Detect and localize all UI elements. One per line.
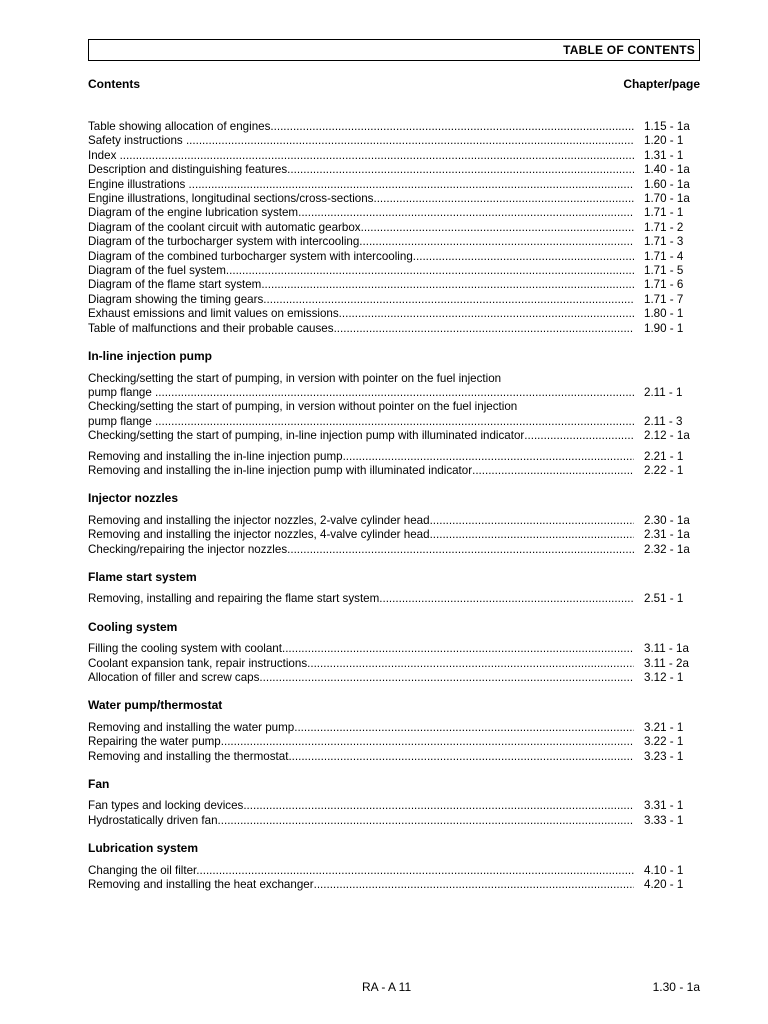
- toc-entry[interactable]: [88, 864, 700, 878]
- toc-entry-line: [88, 642, 700, 656]
- toc-entry[interactable]: [88, 322, 700, 336]
- dot-leader: [334, 322, 634, 336]
- toc-entry-page: 2.31 - 1a: [644, 528, 690, 542]
- toc-entry-title: Removing and installing the heat exchanger: [88, 878, 314, 892]
- dot-leader: [270, 120, 634, 134]
- dot-leader: [379, 592, 634, 606]
- toc-entry[interactable]: [88, 221, 700, 235]
- toc-entry-line: [88, 750, 700, 764]
- toc-entry[interactable]: [88, 264, 700, 278]
- toc-entry-page: 3.11 - 1a: [644, 642, 689, 656]
- dot-leader: [221, 735, 634, 749]
- toc-entry-page: 1.71 - 2: [644, 220, 684, 234]
- dot-leader: [226, 264, 634, 278]
- toc-entry-title: Diagram of the turbocharger system with intercooling: [88, 235, 360, 249]
- toc-entry-page: 2.51 - 1: [644, 592, 684, 606]
- toc-entry[interactable]: [88, 528, 700, 542]
- toc-entry-title: Removing and installing the injector nozzles, 4-valve cylinder head: [88, 528, 430, 542]
- toc-entry-line: [88, 592, 700, 606]
- section-heading: Fan: [88, 777, 110, 792]
- toc-entry[interactable]: [88, 450, 700, 464]
- toc-entry[interactable]: [88, 278, 700, 292]
- toc-entry-line: [88, 464, 700, 478]
- dot-leader: [223, 149, 634, 163]
- toc-entry[interactable]: [88, 464, 700, 478]
- dot-leader: [298, 206, 634, 220]
- toc-entry-title: Engine illustrations, longitudinal sections/cross-sections: [88, 192, 374, 206]
- dot-leader: [219, 386, 634, 400]
- toc-entry-page: 1.71 - 5: [644, 264, 684, 278]
- toc-entry-page: 1.71 - 4: [644, 249, 684, 263]
- toc-entry-title: Removing and installing the injector nozzles, 2-valve cylinder head: [88, 513, 430, 527]
- chapter-page-column-heading: Chapter/page: [623, 77, 700, 91]
- dot-leader: [343, 450, 634, 464]
- dot-leader: [261, 278, 634, 292]
- toc-entry-page: 1.90 - 1: [644, 321, 684, 335]
- toc-entry-title: Table showing allocation of engines: [88, 120, 271, 133]
- toc-entry[interactable]: [88, 192, 700, 206]
- toc-entry-page: 2.22 - 1: [644, 463, 684, 477]
- toc-entry[interactable]: [88, 206, 700, 220]
- toc-entry-line: [88, 163, 700, 177]
- toc-entry-title: Repairing the water pump: [88, 735, 221, 749]
- toc-entry[interactable]: [88, 163, 700, 177]
- toc-entry-title: Changing the oil filter......: [88, 863, 216, 877]
- toc-entry-title: Table of malfunctions and their probable causes: [88, 321, 334, 335]
- toc-entry-line: [88, 134, 700, 148]
- toc-entry-page: 4.20 - 1: [644, 878, 684, 892]
- toc-entry-page: 1.70 - 1a: [644, 192, 690, 206]
- section-heading: Injector nozzles: [88, 491, 179, 506]
- toc-entry-title: Removing and installing the in-line injection pump: [88, 449, 343, 463]
- toc-entry-page: 1.71 - 1: [644, 206, 684, 220]
- toc-entry-page: 3.12 - 1: [644, 671, 684, 684]
- dot-leader: [314, 878, 634, 892]
- toc-entry[interactable]: [88, 721, 700, 735]
- toc-entry-title: Removing and installing the in-line injection pump with illuminated indicator: [88, 463, 473, 477]
- toc-entry-line: [88, 221, 700, 235]
- section-heading: In-line injection pump: [88, 349, 212, 364]
- toc-entry-title: Hydrostatically driven fan: [88, 813, 218, 827]
- toc-entry[interactable]: [88, 250, 700, 264]
- contents-column-heading: Contents: [88, 77, 140, 91]
- toc-entry-line: [88, 799, 700, 813]
- toc-entry[interactable]: [88, 429, 700, 443]
- toc-entry-page: 2.32 - 1a: [644, 542, 690, 556]
- toc-entry-page: 1.15 - 1a: [644, 120, 690, 133]
- toc-entry[interactable]: [88, 134, 700, 148]
- toc-entry-title: Engine illustrations .........: [88, 177, 218, 191]
- toc-entry-line: [88, 514, 700, 528]
- toc-entry-page: 3.21 - 1: [644, 720, 684, 734]
- toc-entry-title: Index ................................: [88, 148, 223, 162]
- toc-entry[interactable]: [88, 149, 700, 163]
- toc-entry[interactable]: [88, 642, 700, 656]
- toc-entry-title: Diagram of the combined turbocharger system with intercooling: [88, 249, 413, 263]
- toc-entry-title: Exhaust emissions and limit values on emissions: [88, 307, 339, 321]
- toc-entry-line: [88, 120, 700, 134]
- toc-entry-page: 3.11 - 2a: [644, 656, 689, 670]
- toc-entry-title: Allocation of filler and screw caps: [88, 671, 260, 684]
- toc-entry-title: Removing and installing the water pump: [88, 720, 295, 734]
- toc-entry-line: [88, 149, 700, 163]
- toc-entry-title: Filling the cooling system with coolant: [88, 642, 282, 656]
- toc-entry-line: [88, 278, 700, 292]
- table-of-contents: [88, 120, 700, 892]
- toc-entry-page: 1.40 - 1a: [644, 163, 690, 177]
- dot-leader: [218, 178, 634, 192]
- toc-entry-title: Checking/setting the start of pumping, in-line injection pump with illuminated indicator: [88, 429, 525, 443]
- dot-leader: [430, 514, 634, 528]
- dot-leader: [524, 429, 634, 443]
- dot-leader: [359, 235, 634, 249]
- toc-entry-title: Checking/repairing the injector nozzles: [88, 542, 288, 556]
- section-heading: Flame start system: [88, 569, 197, 584]
- toc-entry[interactable]: [88, 735, 700, 749]
- toc-entry-line: [88, 250, 700, 264]
- toc-entry-page: 2.11 - 1: [644, 385, 683, 399]
- toc-entry-line: [88, 415, 700, 429]
- toc-entry[interactable]: [88, 657, 700, 671]
- toc-entry-title: Diagram of the fuel system: [88, 264, 226, 278]
- toc-entry-line: [88, 721, 700, 735]
- toc-entry[interactable]: [88, 799, 700, 813]
- dot-leader: [339, 307, 634, 321]
- toc-entry-line: [88, 293, 700, 307]
- dot-leader: [472, 464, 634, 478]
- toc-entry-title: pump flange ....................: [88, 414, 220, 428]
- toc-entry-page: 3.22 - 1: [644, 735, 684, 749]
- toc-entry-title-line: Checking/setting the start of pumping, in version with pointer on the fuel injection: [88, 371, 502, 385]
- toc-entry-page: 1.60 - 1a: [644, 177, 690, 191]
- toc-entry-line: [88, 528, 700, 542]
- toc-entry-title: Diagram of the engine lubrication system: [88, 206, 299, 220]
- dot-leader: [288, 750, 634, 764]
- dot-leader: [287, 543, 634, 557]
- toc-entry-page: 1.20 - 1: [644, 134, 684, 148]
- toc-entry-line: [88, 671, 700, 685]
- dot-leader: [413, 250, 634, 264]
- toc-entry-line: [88, 178, 700, 192]
- toc-entry-line: [88, 450, 700, 464]
- section-heading: Water pump/thermostat: [88, 698, 223, 713]
- toc-entry-line: [88, 543, 700, 557]
- dot-leader: [282, 642, 634, 656]
- toc-entry[interactable]: [88, 400, 700, 429]
- footer-document-code: RA - A 11: [362, 980, 412, 994]
- toc-entry-page: 3.31 - 1: [644, 799, 684, 813]
- toc-entry[interactable]: [88, 592, 700, 606]
- dot-leader: [219, 415, 634, 429]
- toc-entry[interactable]: [88, 543, 700, 557]
- toc-entry-title: Diagram of the flame start system: [88, 278, 262, 292]
- toc-entry-line: [88, 264, 700, 278]
- footer-page-number: 1.30 - 1a: [652, 980, 700, 994]
- dot-leader: [307, 657, 634, 671]
- dot-leader: [218, 134, 634, 148]
- toc-entry-title: Diagram of the coolant circuit with automatic gearbox: [88, 220, 361, 234]
- toc-entry-title: Coolant expansion tank, repair instructions: [88, 656, 308, 670]
- toc-entry-page: 4.10 - 1: [644, 863, 684, 877]
- toc-entry-title: Diagram showing the timing gears: [88, 292, 264, 306]
- toc-entry-page: 3.33 - 1: [644, 813, 684, 827]
- dot-leader: [294, 721, 634, 735]
- toc-entry-line: [88, 192, 700, 206]
- toc-entry[interactable]: [88, 514, 700, 528]
- toc-entry-line: [88, 206, 700, 220]
- toc-entry[interactable]: [88, 671, 700, 685]
- toc-entry-page: 2.21 - 1: [644, 449, 684, 463]
- dot-leader: [243, 799, 634, 813]
- toc-entry-line: [88, 386, 700, 400]
- toc-entry[interactable]: [88, 307, 700, 321]
- toc-entry[interactable]: [88, 235, 700, 249]
- toc-entry-page: 1.71 - 6: [644, 278, 684, 292]
- toc-entry-title: pump flange ....................: [88, 385, 220, 399]
- toc-entry-line: [88, 657, 700, 671]
- toc-entry[interactable]: [88, 293, 700, 307]
- header-box: [88, 39, 700, 61]
- section-heading: Cooling system: [88, 619, 178, 634]
- toc-entry-page: 1.71 - 3: [644, 235, 684, 249]
- toc-entry-title: Description and distinguishing features: [88, 163, 288, 177]
- toc-entry-line: [88, 864, 700, 878]
- dot-leader: [287, 163, 634, 177]
- toc-entry-page: 2.11 - 3: [644, 414, 683, 428]
- page-title: TABLE OF CONTENTS: [563, 43, 695, 57]
- toc-entry[interactable]: [88, 120, 700, 134]
- toc-entry-page: 1.31 - 1: [644, 148, 684, 162]
- toc-entry[interactable]: [88, 814, 700, 828]
- toc-entry-page: 1.80 - 1: [644, 307, 684, 321]
- toc-entry-title: Fan types and locking devices: [88, 799, 244, 813]
- dot-leader: [218, 814, 634, 828]
- toc-entry[interactable]: [88, 178, 700, 192]
- dot-leader: [216, 864, 634, 878]
- section-heading: Lubrication system: [88, 841, 199, 856]
- toc-entry[interactable]: [88, 372, 700, 401]
- toc-entry-line: [88, 307, 700, 321]
- toc-entry[interactable]: [88, 750, 700, 764]
- toc-entry-line: [88, 814, 700, 828]
- toc-entry-line: [88, 878, 700, 892]
- toc-entry-line: [88, 735, 700, 749]
- toc-entry-title: Removing, installing and repairing the flame start system: [88, 592, 380, 606]
- toc-entry-title-line: Checking/setting the start of pumping, in version without pointer on the fuel injection: [88, 400, 518, 414]
- toc-entry-page: 1.71 - 7: [644, 292, 684, 306]
- toc-entry-page: 2.12 - 1a: [644, 429, 690, 443]
- toc-entry[interactable]: [88, 878, 700, 892]
- toc-entry-title: Removing and installing the thermostat: [88, 749, 289, 763]
- dot-leader: [430, 528, 634, 542]
- toc-entry-line: [88, 235, 700, 249]
- toc-entry-line: [88, 429, 700, 443]
- dot-leader: [373, 192, 634, 206]
- toc-entry-page: 2.30 - 1a: [644, 513, 690, 527]
- dot-leader: [259, 671, 634, 685]
- dot-leader: [361, 221, 634, 235]
- toc-entry-title: Safety instructions ..........: [88, 134, 219, 148]
- dot-leader: [263, 293, 634, 307]
- toc-entry-page: 3.23 - 1: [644, 749, 684, 763]
- toc-entry-line: [88, 322, 700, 336]
